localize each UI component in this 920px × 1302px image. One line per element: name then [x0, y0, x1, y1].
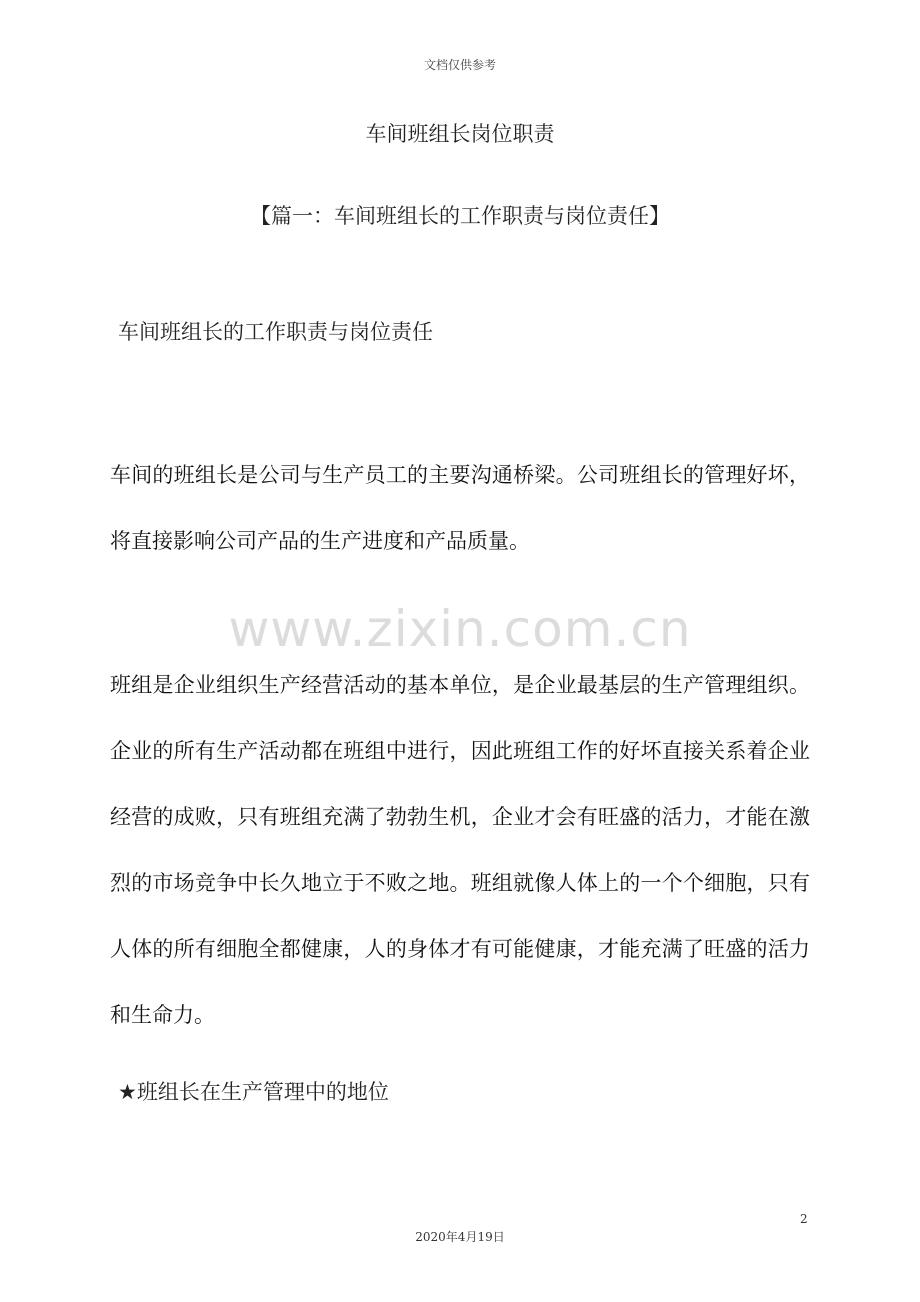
paragraph-2: 班组是企业组织生产经营活动的基本单位，是企业最基层的生产管理组织。企业的所有生产活动都在班组中进行，因此班组工作的好坏直接关系着企业经营的成败，只有班组充满了勃勃生机，企业才会有旺盛的活力，才能在激烈的市场竞争中长久地立于不败之地。班组就像人体上的一个个细胞，只有人体的所有细胞全都健康，人的身体才有可能健康，才能充满了旺盛的活力和生命力。 [110, 673, 810, 1027]
watermark: www.zixin.com.cn [228, 600, 692, 658]
subheading: 车间班组长的工作职责与岗位责任 [118, 320, 433, 344]
page-number: 2 [800, 1212, 808, 1226]
document-title: 车间班组长岗位职责 [365, 122, 555, 146]
header-note: 文档仅供参考 [423, 58, 496, 72]
section-title: 【篇一：车间班组长的工作职责与岗位责任】 [250, 204, 670, 228]
footer-date: 2020年4月19日 [415, 1230, 505, 1244]
subheading-position: ★班组长在生产管理中的地位 [118, 1080, 389, 1104]
paragraph-1: 车间的班组长是公司与生产员工的主要沟通桥梁。公司班组长的管理好坏，将直接影响公司产品的生产进度和产品质量。 [110, 463, 810, 553]
